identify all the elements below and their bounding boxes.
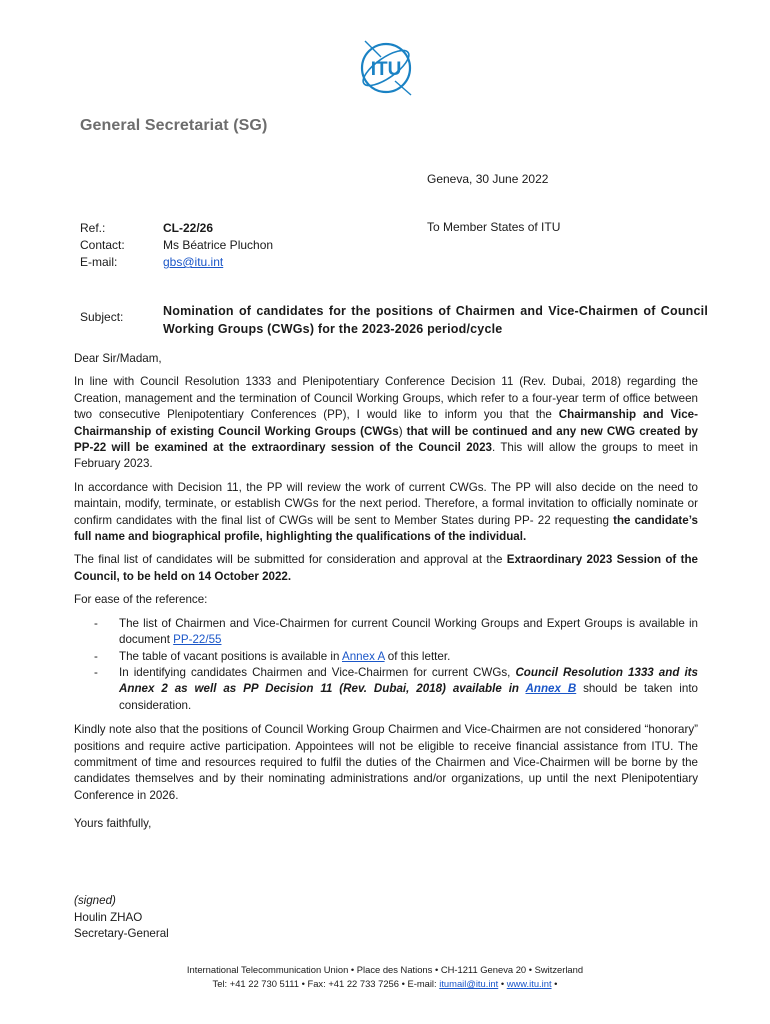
itu-logo (355, 37, 417, 99)
meta-labels (80, 220, 125, 271)
signatory-name: Houlin ZHAO (74, 910, 143, 924)
paragraph-5: Kindly note also that the positions of Council Working Group Chairmen and Vice-Chairmen are not considered “honorary” positions and require active participation. Appointees will not be eligible to receive financial assistance from ITU. The commitment of time and resources required to fulfil the duties of the Chairmen and Vice-Chairmen will be borne by the candidates themselves and by their nominating administrations and/or organizations, up until the next Plenipotentiary Conference in 2026. (74, 723, 698, 802)
reference-list (74, 616, 698, 714)
subject-label: Subject: (80, 310, 124, 324)
list-item: - In identifying candidates Chairmen and Vice-Chairmen for current CWGs, Council Resolution 1333 and its Annex 2 as well as PP Decision 11 (Rev. Dubai, 2018) available in Annex B should be taken into consideration. (94, 665, 698, 712)
ref-label: Ref.: (80, 221, 106, 235)
annex-b-link[interactable]: Annex B (525, 682, 577, 696)
signatory-title: Secretary-General (74, 927, 169, 940)
footer (0, 963, 770, 991)
meta-values (163, 220, 273, 271)
closing: Yours faithfully, (74, 817, 152, 831)
paragraph-2: In accordance with Decision 11, the PP will review the work of current CWGs. The PP will also decide on the need to maintain, modify, terminate, or establish CWGs for the next period. Therefore, a formal invitation to officially nominate or confirm candidates with the final list of CWGs will be sent to Member States during PP- 22 requesting the candidate’s full name and biographical profile, highlighting the qualifications of the individual. (74, 480, 698, 544)
footer-contacts: Tel: +41 22 730 5111 • Fax: +41 22 733 7256 • E-mail: itumail@itu.int • www.itu.int • (212, 978, 558, 989)
contact-email-link[interactable]: gbs@itu.int (163, 255, 224, 269)
annex-a-link[interactable]: Annex A (342, 649, 385, 663)
pp-22-55-link[interactable]: PP-22/55 (173, 633, 222, 647)
list-item: - The list of Chairmen and Vice-Chairmen for current Council Working Groups and Expert Groups is available in document PP-22/55 (94, 616, 698, 647)
signature-block (74, 893, 169, 943)
paragraph-1: In line with Council Resolution 1333 and Plenipotentiary Conference Decision 11 (Rev. Dubai, 2018) regarding the Creation, management and the termination of Council Working Groups, which refer to a four-year term of office between two consecutive Plenipotentiary Conferences (PP), I would like to inform you that the Chairmanship and Vice-Chairmanship of existing Council Working Groups (CWGs) that will be continued and any new CWG created by PP-22 will be examined at the extraordinary session of the Council 2023. This will allow the groups to meet in February 2023. (74, 375, 698, 471)
ref-value: CL-22/26 (163, 221, 214, 235)
paragraph-4: For ease of the reference: (74, 593, 208, 607)
email-label: E-mail: (80, 255, 118, 269)
signed-note: (signed) (74, 894, 116, 907)
subject-text: Nomination of candidates for the positions of Chairmen and Vice-Chairmen of Council Working Groups (CWGs) for the 2023-2026 period/cycle (163, 304, 708, 336)
letter-body (74, 351, 698, 840)
salutation: Dear Sir/Madam, (74, 352, 162, 365)
paragraph-3: The final list of candidates will be submitted for consideration and approval at the Extraordinary 2023 Session of the Council, to be held on 14 October 2022. (74, 553, 698, 583)
footer-address: International Telecommunication Union • Place des Nations • CH-1211 Geneva 20 • Switzerland (186, 964, 584, 975)
recipient: To Member States of ITU (427, 220, 561, 234)
dateline: Geneva, 30 June 2022 (427, 172, 549, 186)
itu-logo-text: ITU (370, 59, 402, 80)
list-item: - The table of vacant positions is available in Annex A of this letter. (94, 649, 451, 663)
footer-website-link[interactable]: www.itu.int (506, 978, 552, 989)
contact-value: Ms Béatrice Pluchon (163, 238, 274, 252)
footer-email-link[interactable]: itumail@itu.int (439, 978, 499, 989)
department-title: General Secretariat (SG) (80, 117, 268, 134)
contact-label: Contact: (80, 238, 125, 252)
